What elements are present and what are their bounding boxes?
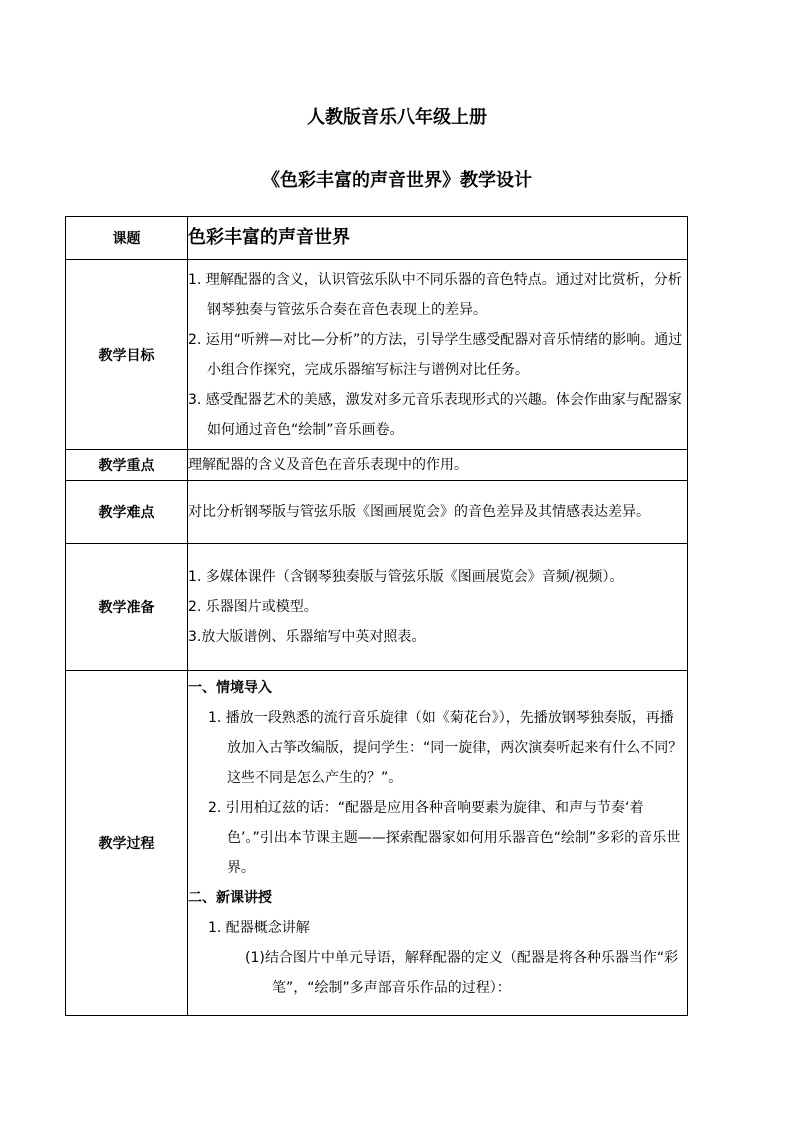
document-title-line1: 人教版音乐八年级上册 [307,107,487,128]
process-substep: (1)结合图片中单元导语，解释配器的定义（配器是将各种乐器当作“彩笔”，“绘制”多声部音乐作品的过程）： [245,950,679,996]
topic-label: 课题 [66,217,188,260]
process-label: 教学过程 [66,671,188,1016]
difficulties-value: 对比分析钢琴版与管弦乐版《图画展览会》的音色差异及其情感表达差异。 [188,504,650,520]
key-points-value: 理解配器的含义及音色在音乐表现中的作用。 [188,457,468,473]
difficulties-label: 教学难点 [66,481,188,544]
table-row-topic [66,217,688,260]
lesson-plan-table [65,216,688,1016]
section-heading: 一、情境导入 [188,680,272,696]
preparation-label: 教学准备 [66,544,188,671]
process-step: 1. 播放一段熟悉的流行音乐旋律（如《菊花台》），先播放钢琴独奏版，再播放加入古筝改编版，提问学生：“同一旋律，两次演奏听起来有什么不同？这些不同是怎么产生的？”。 [208,710,683,786]
preparation-item: 3.放大版谱例、乐器缩写中英对照表。 [188,629,426,645]
table-row-preparation [66,544,688,671]
objective-item: 2. 运用“听辨—对比—分析”的方法，引导学生感受配器对音乐情绪的影响。通过小组合作探究，完成乐器缩写标注与谱例对比任务。 [188,331,683,378]
topic-value: 色彩丰富的声音世界 [188,227,350,248]
table-row-process [66,671,688,1016]
key-points-label: 教学重点 [66,450,188,481]
preparation-item: 1. 多媒体课件（含钢琴独奏版与管弦乐版《图画展览会》音频/视频）。 [188,569,624,585]
objective-item: 1. 理解配器的含义，认识管弦乐队中不同乐器的音色特点。通过对比赏析，分析钢琴独奏与管弦乐合奏在音色表现上的差异。 [188,271,682,318]
document-title-line2: 《色彩丰富的声音世界》教学设计 [262,170,532,191]
table-row-key-points [66,450,688,481]
table-row-difficulties [66,481,688,544]
objectives-label: 教学目标 [66,260,188,450]
preparation-item: 2. 乐器图片或模型。 [188,599,318,615]
section-heading: 二、新课讲授 [188,890,272,906]
process-step: 2. 引用柏辽兹的话：“配器是应用各种音响要素为旋律、和声与节奏‘着色’。”引出本节课主题——探索配器家如何用乐器音色“绘制”多彩的音乐世界。 [208,800,681,876]
objective-item: 3. 感受配器艺术的美感，激发对多元音乐表现形式的兴趣。体会作曲家与配器家如何通过音色“绘制”音乐画卷。 [188,391,682,438]
table-row-objectives [66,260,688,450]
process-step: 1. 配器概念讲解 [208,920,310,936]
